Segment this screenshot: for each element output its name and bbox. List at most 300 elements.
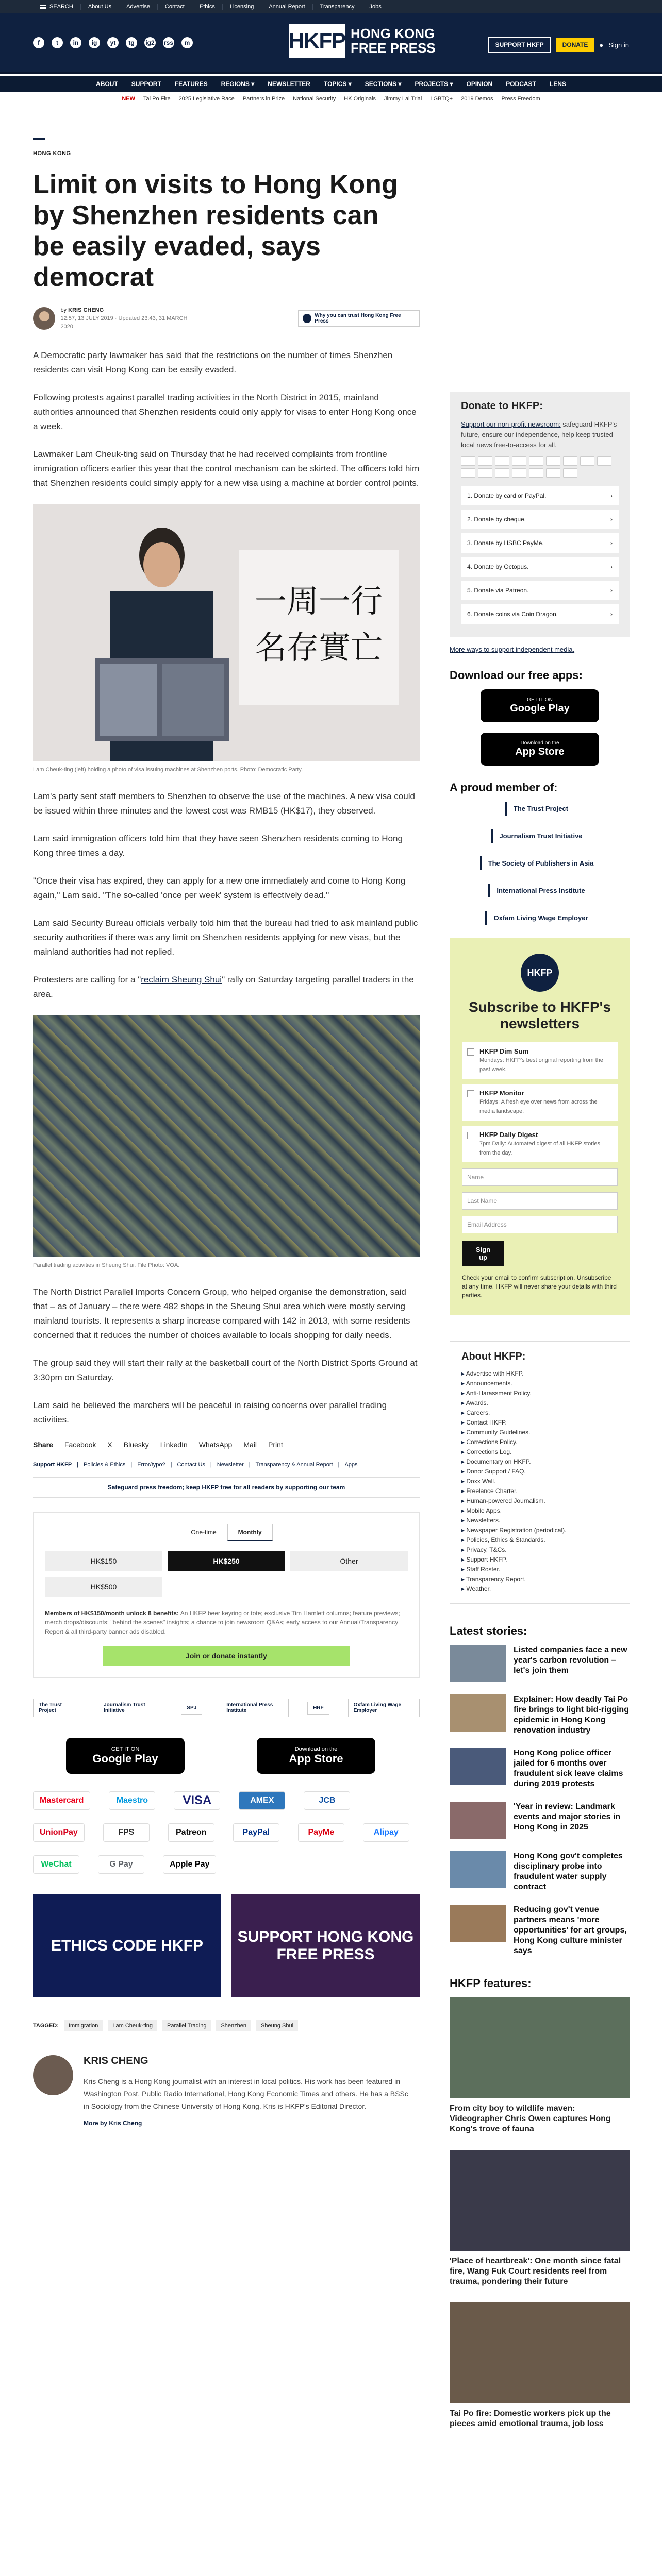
policy-link[interactable]: Support HKFP xyxy=(33,1462,72,1468)
checkbox[interactable] xyxy=(467,1090,474,1097)
card-icon xyxy=(461,456,475,466)
threads-icon[interactable]: ig2 xyxy=(144,37,156,48)
photo-sign-line-1: 一周一行 xyxy=(255,584,383,619)
article-photo-sheung-shui[interactable] xyxy=(33,1015,420,1257)
app-store-label: App Store xyxy=(515,746,565,757)
badge[interactable]: The Trust Project xyxy=(33,1699,79,1717)
about-item[interactable]: ▸ Contact HKFP. xyxy=(461,1418,618,1428)
about-item[interactable]: ▸ Mobile Apps. xyxy=(461,1506,618,1516)
subnav-item[interactable]: 2025 Legislative Race xyxy=(178,95,235,102)
payment-methods xyxy=(33,1791,420,1874)
nav-lens[interactable]: LENS xyxy=(549,80,566,88)
subnav-item[interactable]: National Security xyxy=(293,95,336,102)
paragraph: The North District Parallel Imports Concern Group, who helped organise the demonstration, said that – as of January – there were 482 shops in the Sheung Shui area which were mostly serving mainland tourists. It represents a sharp increase compared with 142 in 2013, with some residents concerned that it reduces the number of choices available to locals shopping for daily needs. xyxy=(33,1287,410,1340)
donate-option-label: 3. Donate by HSBC PayMe. xyxy=(467,539,544,547)
article-body xyxy=(33,348,420,1427)
nav-features[interactable]: FEATURES xyxy=(174,80,208,88)
paragraph: Lam said immigration officers told him that they have seen Shenzhen residents coming to Hong Kong three times a day. xyxy=(33,834,403,858)
membership-box xyxy=(33,1512,420,1678)
donate-link[interactable]: Support our non-profit newsroom: xyxy=(461,420,561,428)
tag-chip[interactable]: Lam Cheuk-ting xyxy=(108,2020,157,2031)
sidebar-google-play[interactable] xyxy=(481,689,599,722)
member-logo-label: Journalism Trust Initiative xyxy=(491,829,588,843)
feature-item[interactable] xyxy=(450,2150,630,2287)
top-search-link[interactable]: SEARCH xyxy=(49,4,73,10)
card-icon xyxy=(495,468,509,478)
telegram-icon[interactable]: tg xyxy=(126,37,137,48)
paragraph: Lam's party sent staff members to Shenzhen to observe the use of the machines. A new visa could be issued within three minutes and the lowest cost was RMB15 (HK$17), they observed. xyxy=(33,791,415,816)
about-item[interactable]: ▸ Weather. xyxy=(461,1584,618,1594)
about-item[interactable]: ▸ Newspaper Registration (periodical). xyxy=(461,1526,618,1535)
story-title: 'Year in review: Landmark events and major stories in Hong Kong in 2025 xyxy=(514,1802,621,1832)
tier-option[interactable]: HK$150 xyxy=(45,1551,162,1571)
story-title: Reducing gov't venue partners means 'more opportunities' for art groups, Hong Kong culture minister says xyxy=(514,1905,627,1955)
about-item[interactable]: ▸ Freelance Charter. xyxy=(461,1486,618,1496)
feature-title: From city boy to wildlife maven: Videographer Chris Owen captures Hong Kong's trove of fauna xyxy=(450,2104,611,2133)
latest-heading: Latest stories: xyxy=(450,1624,527,1637)
payment-logo: G Pay xyxy=(98,1855,144,1874)
donate-text xyxy=(461,419,619,450)
badge[interactable]: Oxfam Living Wage Employer xyxy=(348,1699,420,1717)
top-link-transparency[interactable]: Transparency xyxy=(313,4,362,10)
trust-badge[interactable] xyxy=(298,310,420,327)
about-item[interactable]: ▸ Corrections Policy. xyxy=(461,1437,618,1447)
story-item[interactable] xyxy=(450,1802,630,1839)
about-title: About HKFP: xyxy=(461,1351,526,1362)
about-item[interactable]: ▸ Donor Support / FAQ. xyxy=(461,1467,618,1477)
tag-chip[interactable]: Parallel Trading xyxy=(162,2020,211,2031)
tag-chip[interactable]: Shenzhen xyxy=(216,2020,251,2031)
masthead xyxy=(0,13,662,74)
newsletter-title: Subscribe to HKFP's newsletters xyxy=(469,999,611,1031)
subnav-item[interactable]: 2019 Demos xyxy=(461,95,493,102)
newsletter-option[interactable] xyxy=(462,1126,618,1162)
subnav-item[interactable]: Jimmy Lai Trial xyxy=(384,95,422,102)
tier-option-selected[interactable]: HK$250 xyxy=(168,1551,285,1571)
badge[interactable]: International Press Institute xyxy=(221,1699,289,1717)
paragraph-text: " rally on Saturday targeting parallel traders in the area. xyxy=(33,975,414,999)
newsletter-option[interactable] xyxy=(462,1042,618,1079)
payment-logo: Patreon xyxy=(168,1823,214,1842)
story-item[interactable] xyxy=(450,1645,630,1682)
donate-option[interactable] xyxy=(461,486,619,505)
checkbox[interactable] xyxy=(467,1132,474,1139)
latest-stories xyxy=(450,1624,630,1956)
card-icon xyxy=(597,456,611,466)
about-item[interactable]: ▸ Transparency Report. xyxy=(461,1574,618,1584)
badge[interactable]: HRF xyxy=(307,1702,329,1715)
card-icon xyxy=(563,456,577,466)
tag-chip[interactable]: Sheung Shui xyxy=(256,2020,298,2031)
story-item[interactable] xyxy=(450,1748,630,1789)
donate-button[interactable]: DONATE xyxy=(556,38,594,52)
donate-option-label: 5. Donate via Patreon. xyxy=(467,587,529,594)
about-item[interactable]: ▸ Anti-Harassment Policy. xyxy=(461,1388,618,1398)
nav-opinion[interactable]: OPINION xyxy=(466,80,493,88)
subnav-item[interactable]: HK Originals xyxy=(344,95,376,102)
badge[interactable]: SPJ xyxy=(181,1702,202,1715)
donate-option[interactable] xyxy=(461,557,619,577)
policy-link[interactable]: Newsletter xyxy=(217,1462,244,1468)
newsletter-note: Check your email to confirm subscription. Unsubscribe at any time. HKFP will never share your details with third parties. xyxy=(462,1274,617,1299)
payment-logo: Alipay xyxy=(363,1823,409,1842)
card-icon xyxy=(478,468,492,478)
newsletter-name: HKFP Daily Digest xyxy=(479,1131,538,1139)
story-thumbnail xyxy=(450,1748,506,1785)
donate-option-label: 2. Donate by cheque. xyxy=(467,516,526,523)
tier-description xyxy=(45,1608,408,1636)
share-whatsapp[interactable]: WhatsApp xyxy=(198,1440,233,1449)
toggle-monthly[interactable]: Monthly xyxy=(227,1524,273,1541)
google-play-label: Google Play xyxy=(510,703,570,714)
app-buttons xyxy=(33,1738,420,1774)
policy-link[interactable]: Contact Us xyxy=(177,1462,205,1468)
card-icon xyxy=(478,456,492,466)
paragraph: Lawmaker Lam Cheuk-ting said on Thursday that he had received complaints from frontline immigration officers earlier this year that the control mechanism can be skirted. The officers told him that Shenzhen residents could simply apply for a new visa using a machine at border control points. xyxy=(33,449,420,488)
app-store-small: Download on the xyxy=(294,1746,338,1752)
policy-link[interactable]: Apps xyxy=(344,1462,358,1468)
paragraph: "Once their visa has expired, they can apply for a new one immediately and come to Hong Kong again," Lam said. "The so-called 'once per week' system is effectively dead." xyxy=(33,876,406,900)
donate-option[interactable] xyxy=(461,510,619,529)
story-title: Hong Kong police officer jailed for 6 months over fraudulent sick leave claims during 2019 protests xyxy=(514,1749,623,1788)
feature-item[interactable] xyxy=(450,2302,630,2429)
newsletter-name: HKFP Monitor xyxy=(479,1089,524,1097)
site-logo[interactable] xyxy=(289,24,436,58)
nav-regions[interactable]: REGIONS ▾ xyxy=(221,80,255,88)
about-item[interactable]: ▸ Support HKFP. xyxy=(461,1555,618,1565)
payment-logo: JCB xyxy=(304,1791,350,1810)
subnav-item[interactable]: LGBTQ+ xyxy=(430,95,453,102)
card-icon xyxy=(580,456,594,466)
social-links xyxy=(33,37,193,48)
signin-link[interactable]: Sign in xyxy=(608,41,629,49)
more-ways-link[interactable]: More ways to support independent media. xyxy=(450,646,575,653)
paragraph-text: Protesters are calling for a " xyxy=(33,975,141,985)
google-play-small: GET IT ON xyxy=(527,697,553,703)
author-more-link[interactable]: More by Kris Cheng xyxy=(84,2120,142,2127)
promo-banners xyxy=(33,1894,420,1997)
top-bar xyxy=(0,0,662,13)
card-icon xyxy=(563,468,577,478)
about-item[interactable]: ▸ Advertise with HKFP. xyxy=(461,1369,618,1379)
sub-nav xyxy=(0,92,662,106)
story-thumbnail xyxy=(450,1645,506,1682)
donate-option[interactable] xyxy=(461,533,619,553)
about-item[interactable]: ▸ Policies, Ethics & Standards. xyxy=(461,1535,618,1545)
signup-button[interactable]: Sign up xyxy=(462,1241,504,1266)
donate-text-body: safeguard HKFP's future, ensure our independence, help keep trusted local news free-to-access for all. xyxy=(461,420,617,449)
subnav-item[interactable]: Press Freedom xyxy=(501,95,540,102)
member-logo[interactable] xyxy=(450,829,630,843)
features-section xyxy=(450,1977,630,2429)
nav-projects[interactable]: PROJECTS ▾ xyxy=(415,80,453,88)
feature-title: 'Place of heartbreak': One month since fatal fire, Wang Fuk Court residents reel from trauma, pondering their future xyxy=(450,2257,621,2286)
hamburger-icon xyxy=(40,5,46,9)
payment-logo: FPS xyxy=(103,1823,150,1842)
story-thumbnail xyxy=(450,1802,506,1839)
card-icon xyxy=(461,468,475,478)
donate-title: Donate to HKFP: xyxy=(461,400,543,412)
new-badge: NEW xyxy=(122,95,135,102)
share-bar xyxy=(33,1440,420,1454)
nav-support[interactable]: SUPPORT xyxy=(131,80,161,88)
paragraph: A Democratic party lawmaker has said that the restrictions on the number of times Shenzhen residents can visit Hong Kong can be easily evaded. xyxy=(33,350,393,375)
policy-link[interactable]: Transparency & Annual Report xyxy=(255,1462,333,1468)
about-item[interactable]: ▸ Awards. xyxy=(461,1398,618,1408)
chevron-right-icon: › xyxy=(610,539,613,547)
name-input[interactable]: Name xyxy=(462,1168,618,1186)
card-icon xyxy=(495,456,509,466)
newsletter-desc: Mondays: HKFP's best original reporting from the past week. xyxy=(479,1057,603,1073)
toggle-one-time[interactable]: One-time xyxy=(180,1524,227,1541)
chevron-right-icon: › xyxy=(610,492,613,499)
top-link-advertise[interactable]: Advertise xyxy=(119,4,158,10)
tier-grid xyxy=(45,1551,408,1597)
card-icon xyxy=(529,456,543,466)
logo-box: HKFP xyxy=(289,24,345,58)
article-photo-lam[interactable] xyxy=(33,504,420,761)
newsletter-option-text xyxy=(479,1131,613,1157)
policy-links: Support HKFP | Policies & Ethics | Error/typo? | Contact Us | Newsletter | Transparency & Annual Report | Apps xyxy=(33,1462,358,1468)
policy-link[interactable]: Error/typo? xyxy=(137,1462,166,1468)
newsletter-desc: 7pm Daily: Automated digest of all HKFP stories from the day. xyxy=(479,1141,600,1156)
about-item[interactable]: ▸ Documentary on HKFP. xyxy=(461,1457,618,1467)
paragraph: Following protests against parallel trading activities in the North District in 2015, mainland authorities announced that Shenzhen residents could only apply for visas to enter Hong Kong once a week. xyxy=(33,393,417,431)
share-x[interactable]: X xyxy=(107,1440,112,1449)
tier-option[interactable]: HK$500 xyxy=(45,1577,162,1597)
about-item[interactable]: ▸ Staff Roster. xyxy=(461,1565,618,1574)
paragraph xyxy=(33,973,420,1002)
paragraph: Lam said he believed the marchers will be peaceful in raising concerns over parallel trading activities. xyxy=(33,1400,387,1425)
about-item[interactable]: ▸ Privacy, T&Cs. xyxy=(461,1545,618,1555)
card-logos xyxy=(461,456,619,478)
email-input[interactable]: Email Address xyxy=(462,1216,618,1233)
payment-logo: PayMe xyxy=(298,1823,344,1842)
nav-topics[interactable]: TOPICS ▾ xyxy=(323,80,352,88)
checkbox[interactable] xyxy=(467,1048,474,1056)
x-icon[interactable]: t xyxy=(52,37,63,48)
top-link-contact[interactable]: Contact xyxy=(158,4,192,10)
share-bluesky[interactable]: Bluesky xyxy=(123,1440,149,1449)
article xyxy=(33,118,420,2127)
story-title: Hong Kong gov't completes disciplinary probe into fraudulent water supply contract xyxy=(514,1852,623,1891)
nav-newsletter[interactable]: NEWSLETTER xyxy=(268,80,310,88)
about-item[interactable]: ▸ Human-powered Journalism. xyxy=(461,1496,618,1506)
logo-line-1: HONG KONG xyxy=(351,26,435,41)
author-box-bio: Kris Cheng is a Hong Kong journalist with an interest in local politics. His work has been featured in Washington Post, Public Radio International, Hong Kong Economic Times and others. He has a BSSc in Sociology from the Chinese University of Hong Kong. Kris is HKFP's Editorial Director. xyxy=(84,2077,408,2110)
google-play-small: GET IT ON xyxy=(111,1746,140,1752)
about-item[interactable]: ▸ Newsletters. xyxy=(461,1516,618,1526)
apps-heading: Download our free apps: xyxy=(450,669,583,682)
feature-item[interactable] xyxy=(450,1997,630,2134)
byline-prefix: by xyxy=(60,307,67,313)
main-nav xyxy=(0,76,662,92)
paragraph: Lam said Security Bureau officials verbally told him that the bureau had tried to ask mainland public security authorities if there was any limit on Shenzhen residents applying for new visas, but the mainland authorities had not replied. xyxy=(33,918,418,957)
member-heading: A proud member of: xyxy=(450,781,558,794)
sidebar xyxy=(450,392,630,2445)
newsletter-box xyxy=(450,938,630,1315)
payment-logo: Apple Pay xyxy=(163,1855,216,1874)
rss-icon[interactable]: rss xyxy=(163,37,174,48)
member-logo[interactable] xyxy=(450,856,630,870)
card-icon xyxy=(512,456,526,466)
byline-author[interactable]: KRIS CHENG xyxy=(68,307,104,313)
facebook-icon[interactable]: f xyxy=(33,37,44,48)
badge[interactable]: Journalism Trust Initiative xyxy=(98,1699,162,1717)
logo-line-2: FREE PRESS xyxy=(351,40,436,56)
share-facebook[interactable]: Facebook xyxy=(64,1440,96,1449)
about-item[interactable]: ▸ Doxx Wall. xyxy=(461,1477,618,1486)
chevron-right-icon: › xyxy=(610,611,613,618)
card-icon xyxy=(546,468,560,478)
payment-logo: PayPal xyxy=(233,1823,279,1842)
article-category[interactable]: HONG KONG xyxy=(33,150,71,157)
author-box-avatar[interactable] xyxy=(33,2055,73,2095)
nav-sections[interactable]: SECTIONS ▾ xyxy=(365,80,402,88)
sidebar-app-store[interactable] xyxy=(481,733,599,766)
share-label: Share xyxy=(33,1440,53,1449)
donate-option[interactable] xyxy=(461,581,619,600)
photo-sign-line-2: 名存實亡 xyxy=(255,630,383,666)
story-item[interactable] xyxy=(450,1694,630,1736)
chevron-right-icon: › xyxy=(610,516,613,523)
about-box xyxy=(450,1341,630,1604)
logo-text xyxy=(351,26,436,55)
article-dates: 12:57, 13 JULY 2019 · Updated 23:43, 31 MARCH 2020 xyxy=(60,315,188,330)
photo-caption: Lam Cheuk-ting (left) holding a photo of visa issuing machines at Shenzhen ports. Photo: Democratic Party. xyxy=(33,767,303,773)
about-item[interactable]: ▸ Careers. xyxy=(461,1408,618,1418)
story-title: Listed companies face a new year's carbon revolution – let's join them xyxy=(514,1646,627,1675)
chevron-right-icon: › xyxy=(610,587,613,594)
about-item[interactable]: ▸ Announcements. xyxy=(461,1379,618,1388)
instagram-icon[interactable]: ig xyxy=(89,37,100,48)
top-link-annual-report[interactable]: Annual Report xyxy=(261,4,312,10)
donate-option-label: 4. Donate by Octopus. xyxy=(467,563,529,570)
member-logo[interactable] xyxy=(450,884,630,897)
author-avatar[interactable] xyxy=(33,307,55,330)
payment-logo: WeChat xyxy=(33,1855,79,1874)
tag-chip[interactable]: Immigration xyxy=(64,2020,103,2031)
story-thumbnail xyxy=(450,1905,506,1942)
member-logo[interactable] xyxy=(450,802,630,816)
features-heading: HKFP features: xyxy=(450,1977,532,1990)
author-box xyxy=(33,2055,420,2127)
google-play-button[interactable] xyxy=(66,1738,185,1774)
newsletter-option-text xyxy=(479,1089,613,1115)
subnav-item[interactable]: Tai Po Fire xyxy=(143,95,171,102)
support-hkfp-banner[interactable]: SUPPORT HONG KONG FREE PRESS xyxy=(231,1894,420,1997)
payment-logo: Mastercard xyxy=(33,1791,90,1810)
ethics-code-banner[interactable]: ETHICS CODE HKFP xyxy=(33,1894,221,1997)
join-button[interactable]: Join or donate instantly xyxy=(103,1646,350,1666)
newsletter-option-text xyxy=(479,1047,613,1074)
payment-logo: AMEX xyxy=(239,1791,285,1810)
about-item[interactable]: ▸ Community Guidelines. xyxy=(461,1428,618,1437)
subnav-item[interactable]: Partners in Prize xyxy=(242,95,285,102)
google-play-label: Google Play xyxy=(92,1752,158,1765)
mastodon-icon[interactable]: m xyxy=(181,37,193,48)
frequency-toggle xyxy=(45,1524,408,1541)
share-linkedin[interactable]: LinkedIn xyxy=(160,1440,188,1449)
story-item[interactable] xyxy=(450,1851,630,1892)
feature-image xyxy=(450,2302,630,2403)
nav-about[interactable]: ABOUT xyxy=(96,80,118,88)
feature-image xyxy=(450,2150,630,2251)
newsletter-logo: HKFP xyxy=(521,954,559,992)
paragraph: The group said they will start their rally at the basketball court of the North District Sports Ground at 3:30pm on Saturday. xyxy=(33,1358,418,1382)
donate-option[interactable] xyxy=(461,604,619,624)
trust-label: Why you can trust Hong Kong Free Press xyxy=(315,313,401,324)
donate-box xyxy=(450,392,630,637)
about-list xyxy=(461,1369,618,1594)
policy-link[interactable]: Policies & Ethics xyxy=(84,1462,126,1468)
donate-option-label: 6. Donate coins via Coin Dragon. xyxy=(467,611,558,618)
card-icon xyxy=(529,468,543,478)
newsletter-name: HKFP Dim Sum xyxy=(479,1047,529,1055)
share-mail[interactable]: Mail xyxy=(243,1440,257,1449)
photo-caption: Parallel trading activities in Sheung Shui. File Photo: VOA. xyxy=(33,1262,180,1268)
story-item[interactable] xyxy=(450,1905,630,1956)
tier-option[interactable]: Other xyxy=(290,1551,408,1571)
newsletter-option[interactable] xyxy=(462,1084,618,1121)
top-link-ethics[interactable]: Ethics xyxy=(192,4,223,10)
masthead-actions xyxy=(488,37,629,53)
tags xyxy=(33,2020,420,2031)
youtube-icon[interactable]: yt xyxy=(107,37,119,48)
author-box-name[interactable]: KRIS CHENG xyxy=(84,2055,148,2066)
member-logo-label: International Press Institute xyxy=(488,884,591,897)
top-link-jobs[interactable]: Jobs xyxy=(369,4,382,10)
app-store-button[interactable] xyxy=(257,1738,375,1774)
tags-label: TAGGED: xyxy=(33,2023,59,2029)
payment-logo: VISA xyxy=(174,1791,220,1810)
last-name-input[interactable]: Last Name xyxy=(462,1192,618,1210)
top-menu-button[interactable] xyxy=(33,4,81,10)
newsletter-desc: Fridays: A fresh eye over news from across the media landscape. xyxy=(479,1099,598,1114)
user-icon[interactable]: ● xyxy=(599,41,604,49)
trust-project-icon xyxy=(303,314,312,323)
category-rule xyxy=(33,138,45,140)
member-logo[interactable] xyxy=(450,911,630,925)
member-logo-label: The Society of Publishers in Asia xyxy=(480,856,600,870)
photo-lam-illustration xyxy=(33,504,420,761)
top-link-licensing[interactable]: Licensing xyxy=(223,4,261,10)
member-logo-label: Oxfam Living Wage Employer xyxy=(485,911,594,925)
card-icon xyxy=(546,456,560,466)
member-badges xyxy=(33,1699,420,1717)
support-button[interactable]: SUPPORT HKFP xyxy=(488,37,551,53)
top-link-about[interactable]: About Us xyxy=(81,4,119,10)
author-box-info xyxy=(84,2055,413,2127)
linkedin-icon[interactable]: in xyxy=(70,37,81,48)
share-print[interactable]: Print xyxy=(268,1440,283,1449)
article-title: Limit on visits to Hong Kong by Shenzhen residents can be easily evaded, says democrat xyxy=(33,170,398,292)
feature-title: Tai Po fire: Domestic workers pick up the pieces amid emotional trauma, job loss xyxy=(450,2409,611,2428)
payment-logo: Maestro xyxy=(109,1791,155,1810)
about-item[interactable]: ▸ Corrections Log. xyxy=(461,1447,618,1457)
donate-option-label: 1. Donate by card or PayPal. xyxy=(467,492,547,499)
chevron-right-icon: › xyxy=(610,563,613,570)
app-store-small: Download on the xyxy=(520,740,559,746)
story-title: Explainer: How deadly Tai Po fire brings to light bid-rigging epidemic in Hong Kong renovation industry xyxy=(514,1695,629,1735)
app-store-label: App Store xyxy=(289,1752,343,1765)
nav-podcast[interactable]: PODCAST xyxy=(506,80,536,88)
safeguard-banner[interactable]: Safeguard press freedom; keep HKFP free for all readers by supporting our team xyxy=(33,1477,420,1498)
reclaim-link[interactable]: reclaim Sheung Shui xyxy=(141,975,222,985)
feature-image xyxy=(450,1997,630,2098)
card-icon xyxy=(512,468,526,478)
byline-meta xyxy=(60,306,200,331)
